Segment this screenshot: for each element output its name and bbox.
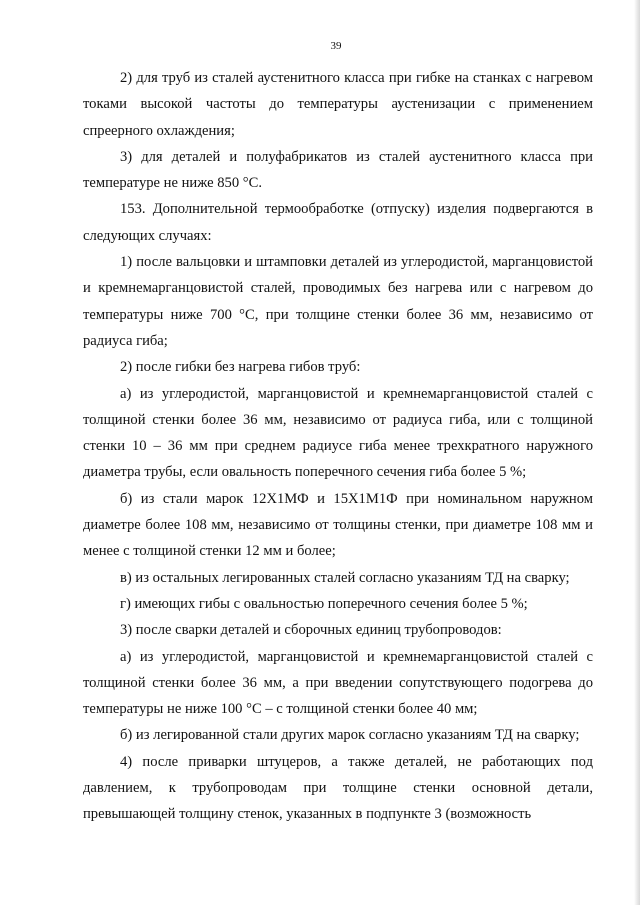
paragraph: 3) для деталей и полуфабрикатов из сталей аустенитного класса при температуре не ниже 850 °C. xyxy=(83,148,593,192)
paragraph: б) из легированной стали других марок согласно указаниям ТД на сварку; xyxy=(120,727,580,744)
paragraph: а) из углеродистой, марганцовистой и кремнемарганцовистой сталей с толщиной стенки более 36 мм, а при введении сопутствующего подогрева до температуры не ниже 100 °C – с толщиной стенки более 40 мм; xyxy=(83,648,593,718)
paragraph: 2) после гибки без нагрева гибов труб: xyxy=(120,359,361,376)
paragraph: 4) после приварки штуцеров, а также деталей, не работающих под давлением, к трубопроводам при толщине стенки основной детали, превышающей толщину стенок, указанных в подпункте 3 (возможность xyxy=(83,753,593,823)
paragraph: б) из стали марок 12Х1МФ и 15Х1М1Ф при номинальном наружном диаметре более 108 мм, независимо от толщины стенки, при диаметре 108 мм и менее с толщиной стенки 12 мм и более; xyxy=(83,490,593,560)
paragraph: 1) после вальцовки и штамповки деталей из углеродистой, марганцовистой и кремнемарганцовистой сталей, проводимых без нагрева или с нагревом до температуры ниже 700 °C, при толщине стенки более 36 мм, независимо от радиуса гиба; xyxy=(83,254,593,349)
page-number: 39 xyxy=(330,40,342,52)
paragraph: 3) после сварки деталей и сборочных единиц трубопроводов: xyxy=(120,622,502,639)
paragraph: а) из углеродистой, марганцовистой и кремнемарганцовистой сталей с толщиной стенки более 36 мм, независимо от радиуса гиба, или с толщиной стенки 10 – 36 мм при среднем радиусе гиба менее трехкратного наружного диаметра трубы, если овальность поперечного сечения гиба более 5 %; xyxy=(83,385,593,481)
paragraph: 153. Дополнительной термообработке (отпуску) изделия подвергаются в следующих случаях: xyxy=(83,201,593,244)
paragraph: в) из остальных легированных сталей согласно указаниям ТД на сварку; xyxy=(120,569,570,586)
paragraph: 2) для труб из сталей аустенитного класса при гибке на станках с нагревом токами высокой частоты до температуры аустенизации с применением спреерного охлаждения; xyxy=(83,70,593,139)
page-edge-shadow xyxy=(634,0,640,905)
paragraph: г) имеющих гибы с овальностью поперечного сечения более 5 %; xyxy=(120,595,528,612)
document-body xyxy=(83,65,593,828)
